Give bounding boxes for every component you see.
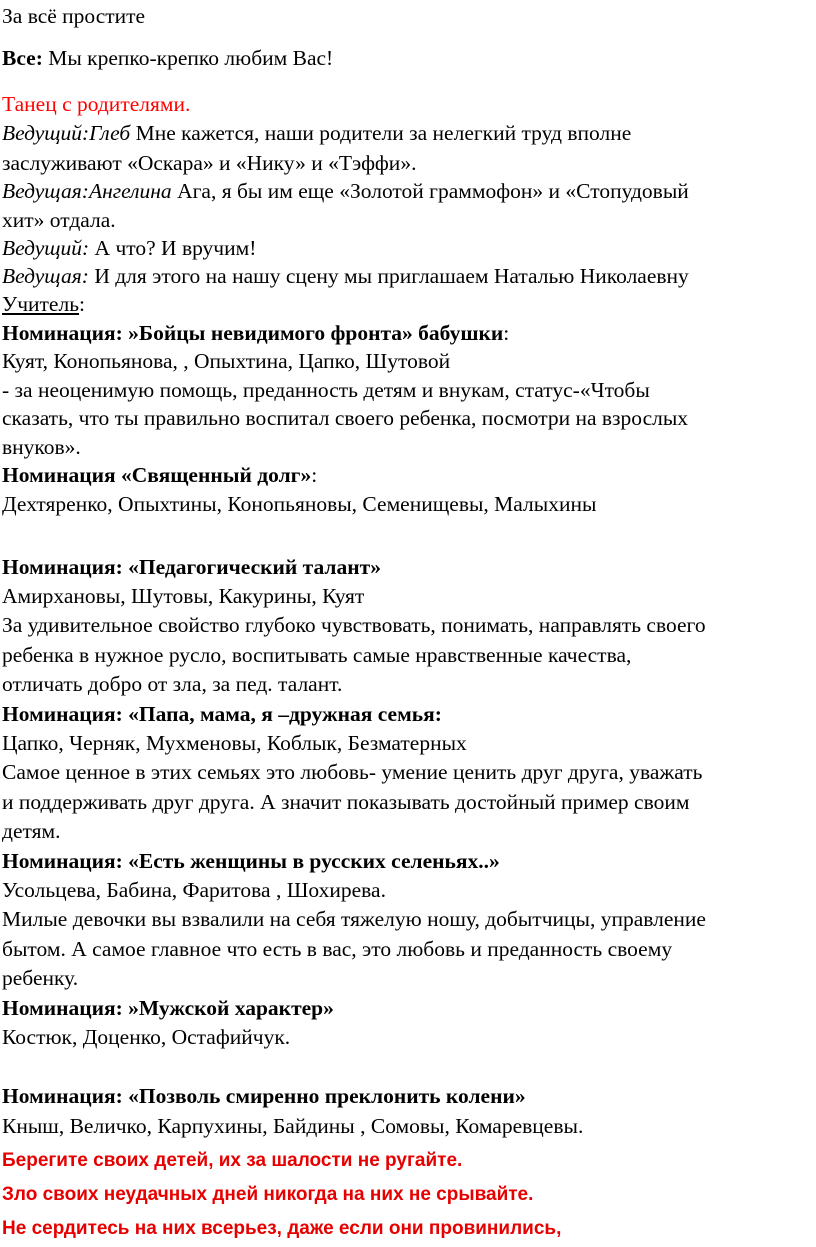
nomination-kneel bbox=[2, 1083, 526, 1109]
nomination-grandmothers-colon: : bbox=[503, 321, 510, 345]
host-gleb-text-2: заслуживают «Оскара» и «Нику» и «Тэффи». bbox=[2, 151, 417, 175]
family-desc-1 bbox=[2, 759, 702, 785]
poem-line-3-text: Не сердитесь на них всерьез, даже если они провинились, bbox=[2, 1218, 562, 1239]
speaker-hostess: Ведущая: bbox=[2, 264, 89, 288]
family-desc-3-text: детям. bbox=[2, 819, 61, 843]
nomination-male-character bbox=[2, 995, 334, 1021]
grandmothers-desc-1 bbox=[2, 377, 650, 403]
pedagogical-desc-3 bbox=[2, 671, 342, 697]
grandmothers-desc-3-text: внуков». bbox=[2, 435, 81, 459]
hostess-text: И для этого на нашу сцену мы приглашаем Наталью Николаевну bbox=[88, 264, 689, 288]
grandmothers-desc-2-text: сказать, что ты правильно воспитал своего ребенка, посмотри на взрослых bbox=[2, 406, 689, 430]
section-title-dance bbox=[2, 91, 190, 117]
speaker-host: Ведущий: bbox=[2, 236, 90, 260]
nomination-pedagogical-title: Номинация: «Педагогический талант» bbox=[2, 555, 381, 579]
teacher-word: Учитель bbox=[2, 292, 80, 316]
all-text: Мы крепко-крепко любим Вас! bbox=[42, 46, 334, 70]
teacher-line bbox=[2, 291, 85, 317]
family-desc-3 bbox=[2, 818, 60, 844]
nomination-sacred-duty-colon: : bbox=[311, 463, 318, 487]
nomination-grandmothers-title: Номинация: »Бойцы невидимого фронта» бабушки bbox=[2, 321, 504, 345]
kneel-names bbox=[2, 1113, 583, 1139]
nomination-sacred-duty-title: Номинация «Священный долг» bbox=[2, 463, 312, 487]
grandmothers-desc-3 bbox=[2, 434, 81, 460]
closing-line-text: За всё простите bbox=[2, 4, 146, 28]
women-names-text: Усольцева, Бабина, Фаритова , Шохирева. bbox=[2, 878, 386, 902]
host-angelina-line-2 bbox=[2, 207, 116, 233]
grandmothers-names bbox=[2, 348, 450, 374]
host-line bbox=[2, 235, 256, 261]
pedagogical-desc-2 bbox=[2, 642, 631, 668]
nomination-family-title: Номинация: «Папа, мама, я –дружная семья: bbox=[2, 702, 442, 726]
family-names bbox=[2, 730, 467, 756]
nomination-kneel-title: Номинация: «Позволь смиренно преклонить колени» bbox=[2, 1084, 526, 1108]
section-title-dance-text: Танец с родителями. bbox=[2, 92, 191, 116]
family-names-text: Цапко, Черняк, Мухменовы, Коблык, Безматерных bbox=[2, 731, 467, 755]
poem-line-2 bbox=[2, 1182, 533, 1208]
women-desc-3-text: ребенку. bbox=[2, 966, 79, 990]
male-character-names bbox=[2, 1024, 290, 1050]
teacher-colon: : bbox=[79, 292, 85, 316]
sacred-duty-names bbox=[2, 491, 596, 517]
pedagogical-names-text: Амирхановы, Шутовы, Какурины, Куят bbox=[2, 584, 365, 608]
poem-line-3 bbox=[2, 1216, 561, 1242]
nomination-women-title: Номинация: «Есть женщины в русских селеньях..» bbox=[2, 849, 500, 873]
poem-line-2-text: Зло своих неудачных дней никогда на них не срывайте. bbox=[2, 1184, 534, 1205]
nomination-sacred-duty bbox=[2, 462, 317, 488]
all-label: Все: bbox=[2, 46, 43, 70]
women-desc-2-text: бытом. А самое главное что есть в вас, это любовь и преданность своему bbox=[2, 937, 673, 961]
host-angelina-text-2: хит» отдала. bbox=[2, 208, 116, 232]
nomination-family bbox=[2, 701, 442, 727]
grandmothers-desc-1-text: - за неоценимую помощь, преданность детям и внукам, статус-«Чтобы bbox=[2, 378, 650, 402]
speaker-gleb: Ведущий:Глеб bbox=[2, 121, 131, 145]
all-line bbox=[2, 45, 333, 71]
nomination-male-character-title: Номинация: »Мужской характер» bbox=[2, 996, 334, 1020]
women-desc-3 bbox=[2, 965, 78, 991]
male-character-names-text: Костюк, Доценко, Остафийчук. bbox=[2, 1025, 291, 1049]
pedagogical-desc-1 bbox=[2, 612, 706, 638]
women-desc-1 bbox=[2, 906, 706, 932]
host-gleb-line-2 bbox=[2, 150, 416, 176]
host-angelina-line bbox=[2, 178, 689, 204]
pedagogical-desc-3-text: отличать добро от зла, за пед. талант. bbox=[2, 672, 343, 696]
kneel-names-text: Кныш, Величко, Карпухины, Байдины , Сомовы, Комаревцевы. bbox=[2, 1114, 584, 1138]
nomination-women bbox=[2, 848, 500, 874]
host-text: А что? И вручим! bbox=[89, 236, 257, 260]
family-desc-2-text: и поддерживать друг друга. А значит показывать достойный пример своим bbox=[2, 790, 690, 814]
sacred-duty-names-text: Дехтяренко, Опыхтины, Конопьяновы, Семенищевы, Малыхины bbox=[2, 492, 597, 516]
nomination-grandmothers bbox=[2, 320, 509, 346]
pedagogical-desc-1-text: За удивительное свойство глубоко чувствовать, понимать, направлять своего bbox=[2, 613, 706, 637]
nomination-pedagogical bbox=[2, 554, 381, 580]
closing-line bbox=[2, 3, 145, 29]
host-gleb-text: Мне кажется, наши родители за нелегкий труд вполне bbox=[130, 121, 632, 145]
family-desc-1-text: Самое ценное в этих семьях это любовь- умение ценить друг друга, уважать bbox=[2, 760, 703, 784]
family-desc-2 bbox=[2, 789, 689, 815]
poem-line-1-text: Берегите своих детей, их за шалости не ругайте. bbox=[2, 1150, 463, 1171]
grandmothers-desc-2 bbox=[2, 405, 688, 431]
host-angelina-text: Ага, я бы им еще «Золотой граммофон» и «Стопудовый bbox=[171, 179, 689, 203]
women-desc-1-text: Милые девочки вы взвалили на себя тяжелую ношу, добытчицы, управление bbox=[2, 907, 706, 931]
host-gleb-line bbox=[2, 120, 631, 146]
speaker-angelina: Ведущая:Ангелина bbox=[2, 179, 172, 203]
pedagogical-names bbox=[2, 583, 364, 609]
pedagogical-desc-2-text: ребенка в нужное русло, воспитывать самые нравственные качества, bbox=[2, 643, 632, 667]
women-desc-2 bbox=[2, 936, 672, 962]
grandmothers-names-text: Куят, Конопьянова, , Опыхтина, Цапко, Шутовой bbox=[2, 349, 451, 373]
women-names bbox=[2, 877, 386, 903]
poem-line-1 bbox=[2, 1148, 462, 1174]
hostess-line bbox=[2, 263, 689, 289]
